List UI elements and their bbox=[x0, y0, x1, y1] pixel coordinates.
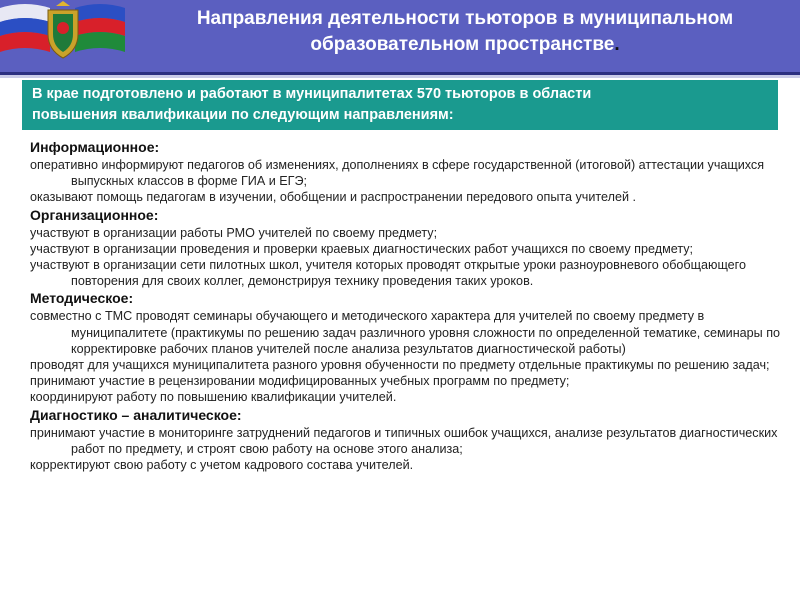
section-organizational bbox=[30, 206, 782, 290]
directions-content bbox=[30, 138, 782, 473]
header-rule-light bbox=[0, 75, 800, 78]
list-item: оперативно информируют педагогов об изменениях, дополнениях в сфере государственной (итоговой) аттестации учащихся выпускных классов в форме ГИА и ЕГЭ; bbox=[30, 158, 765, 189]
intro-banner-line-1: В крае подготовлено и работают в муниципалитетах 570 тьюторов в области bbox=[32, 86, 592, 102]
section-diagnostic-analytical bbox=[30, 406, 782, 474]
page-title-line-2-text: образовательном пространстве bbox=[310, 34, 615, 55]
list-item: принимают участие в рецензировании модифицированных учебных программ по предмету; bbox=[30, 374, 570, 389]
page-title-line-1: Направления деятельности тьюторов в муниципальном bbox=[196, 8, 734, 29]
list-item: совместно с ТМС проводят семинары обучающего и методического характера для учителей по своему предмету в муниципалитете (практикумы по решению задач различного уровня сложности по определенной тематике, семинары по корректировке рабочих планов учителей после анализа результатов диагностической работы) bbox=[30, 309, 781, 356]
section-title: Информационное: bbox=[30, 139, 160, 155]
header-bar bbox=[0, 0, 800, 72]
list-item: участвуют в организации сети пилотных школ, учителя которых проводят открытые уроки разноуровневого обобщающего повторения для своих коллег, демонстрируя технику проведения таких уроков. bbox=[30, 258, 746, 289]
list-item: участвуют в организации работы РМО учителей по своему предмету; bbox=[30, 225, 438, 240]
section-title: Организационное: bbox=[30, 206, 159, 223]
list-item: проводят для учащихся муниципалитета разного уровня обученности по предмету отдельные практикумы по решению задач; bbox=[30, 358, 770, 373]
section-methodical bbox=[30, 289, 782, 405]
page-title bbox=[140, 6, 790, 58]
page-title-line-2 bbox=[140, 32, 790, 58]
section-title: Методическое: bbox=[30, 290, 134, 307]
list-item: оказывают помощь педагогам в изучении, обобщении и распространении передового опыта учителей . bbox=[30, 190, 636, 205]
list-item: принимают участие в мониторинге затруднений педагогов и типичных ошибок учащихся, анализе результатов диагностических работ по предмету, и строят свою работу на основе этого анализа; bbox=[30, 425, 778, 456]
intro-banner-line-2: повышения квалификации по следующим направлениям: bbox=[32, 107, 454, 123]
list-item: координируют работу по повышению квалификации учителей. bbox=[30, 390, 397, 405]
krasnodar-flag-emblem-icon bbox=[0, 0, 125, 62]
page-title-period: . bbox=[614, 34, 620, 55]
list-item: корректируют свою работу с учетом кадрового состава учителей. bbox=[30, 458, 414, 473]
intro-banner bbox=[22, 80, 778, 130]
section-informational bbox=[30, 138, 782, 206]
list-item: участвуют в организации проведения и проверки краевых диагностических работ учащихся по своему предмету; bbox=[30, 241, 694, 256]
section-title: Диагностико – аналитическое: bbox=[30, 406, 242, 423]
